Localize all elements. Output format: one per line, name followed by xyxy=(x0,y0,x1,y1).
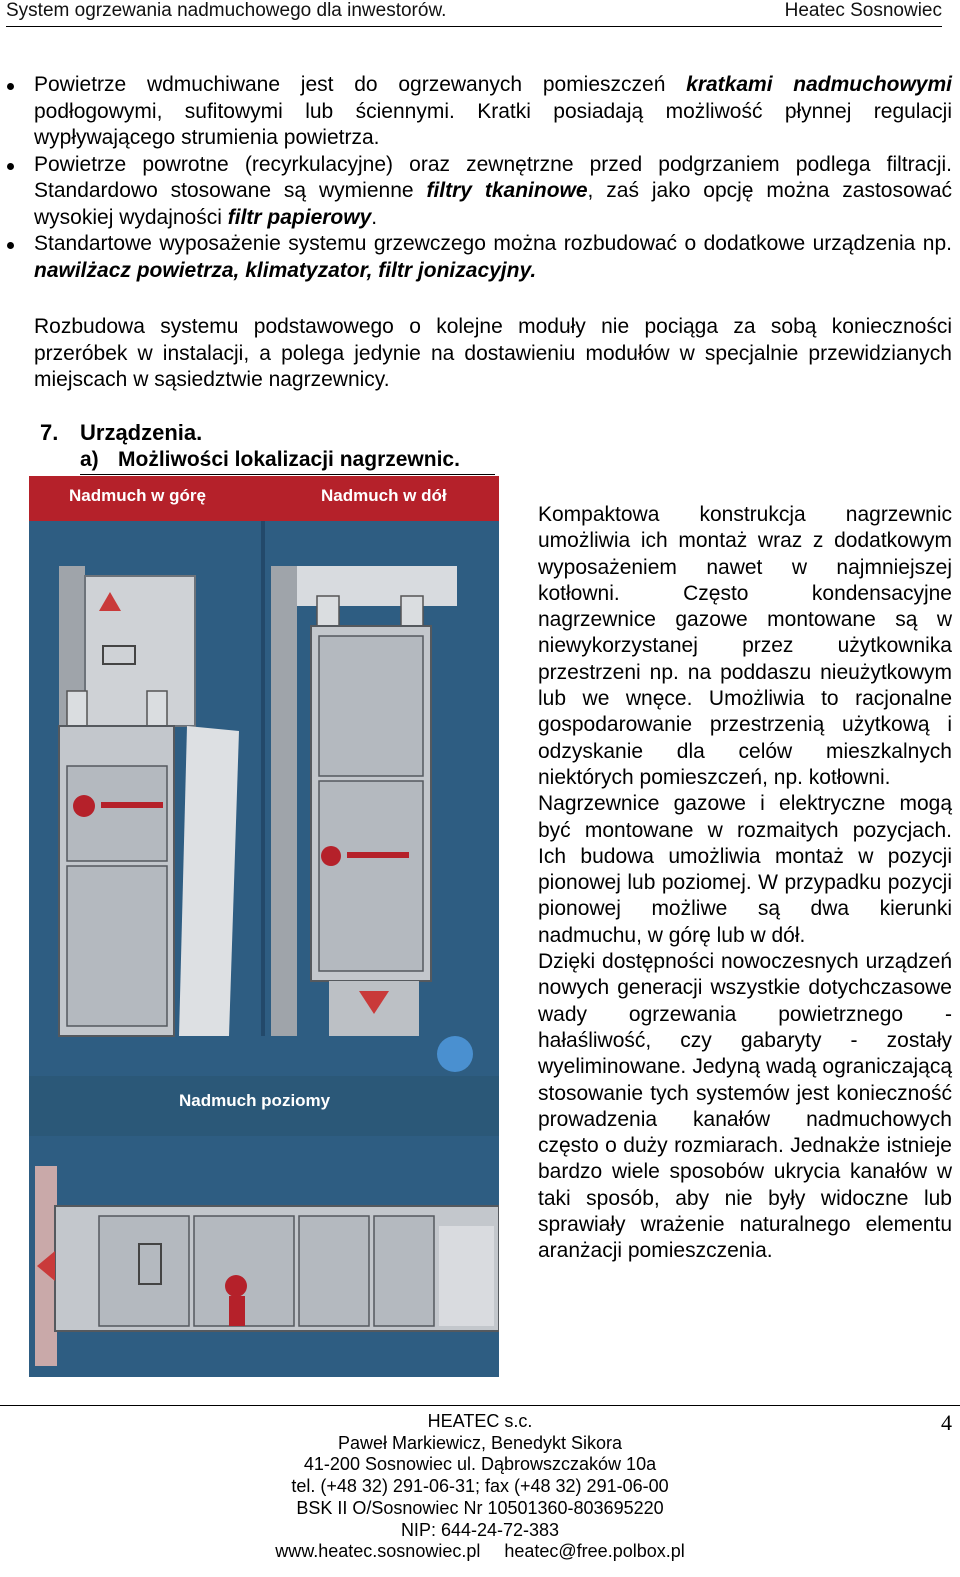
heater-configurations-figure xyxy=(29,476,499,1377)
page-header xyxy=(6,0,942,27)
section-title: Urządzenia. xyxy=(80,420,203,445)
cabinet-panel xyxy=(99,1216,189,1326)
plenum xyxy=(85,576,195,726)
footer-contact xyxy=(0,1541,960,1563)
wall-cutaway xyxy=(179,726,239,1036)
brand-logo-icon xyxy=(225,1275,247,1297)
bullet-dot-icon xyxy=(7,83,14,90)
body-paragraph: Rozbudowa systemu podstawowego o kolejne moduły nie pociąga za sobą konieczności przeróbek w instalacji, a polega jedynie na dostawieniu modułów w specjalnie przewidzianych miejscach w sąsiedztwie nagrzewnicy. xyxy=(34,315,952,391)
vent-pipe-left xyxy=(67,691,87,726)
subsection-number: a) xyxy=(80,448,99,471)
footer-email-link[interactable]: heatec@free.polbox.pl xyxy=(504,1541,685,1562)
bullet-item: Powietrze wdmuchiwane jest do ogrzewanych pomieszczeń kratkami nadmuchowymi podłogowymi, sufitowymi lub ściennymi. Kratki posiadają możliwość płynnej regulacji wypływającego strumienia powietrza. xyxy=(0,72,952,152)
footer-bank: BSK II O/Sosnowiec Nr 10501360-803695220 xyxy=(296,1497,664,1518)
footer-nip: NIP: 644-24-72-383 xyxy=(400,1519,560,1540)
vent-pipe-right xyxy=(401,596,423,626)
vent-pipe-right xyxy=(147,691,167,726)
footer-phone: tel. (+48 32) 291-06-31; fax (+48 32) 291-06-00 xyxy=(291,1476,669,1497)
end-plenum xyxy=(439,1226,494,1326)
cabinet-lower-panel xyxy=(67,866,167,1026)
header-title: System ogrzewania nadmuchowego dla inwestorów. xyxy=(6,0,447,21)
bullet-item: Standartowe wyposażenie systemu grzewczego można rozbudować o dodatkowe urządzenia np. nawilżacz powietrza, klimatyzator, filtr jonizacyjny. xyxy=(0,231,952,284)
bullet-dot-icon xyxy=(7,242,14,249)
bullet-list xyxy=(0,72,952,284)
bullet-dot-icon xyxy=(7,163,14,170)
footer-divider xyxy=(0,1405,960,1406)
cabinet-panel xyxy=(299,1216,369,1326)
label-up: Nadmuch w górę xyxy=(69,486,206,505)
section-number: 7. xyxy=(40,420,59,445)
side-paragraph: Kompaktowa konstrukcja nagrzewnic umożliwia ich montaż wraz z dodatkowym wyposażeniem nawet w najmniejszej kotłowni. Często kondensacyjne nagrzewnice gazowe montowane są w niewykorzystanej przez użytkownika przestrzeni np. na poddaszu nieużytkowym lub we wnęce. Umożliwia to racjonalne gospodarowanie przestrzenią użytkową i odzyskanie dla celów mieszkalnych niektórych pomieszczeń, np. kotłowni. xyxy=(538,503,952,789)
page-number: 4 xyxy=(941,1410,952,1435)
brand-stripe xyxy=(101,802,163,808)
subsection-title: Możliwości lokalizacji nagrzewnic. xyxy=(118,448,460,471)
label-down: Nadmuch w dół xyxy=(321,486,447,505)
side-paragraph: Dzięki dostępności nowoczesnych urządzeń nowych generacji wszystkie dotychczasowe wady ogrzewania powietrznego -hałaśliwość, czy gabaryty - zostały wyeliminowane. Jedyną wadą ograniczającą stosowanie tych systemów jest konieczność prowadzenia kanałów nadmuchowych często o duży rozmiarach. Jednakże istnieje bardzo wiele sposobów ukrycia kanałów w taki sposób, aby nie były widoczne lub sprawiały wrażenie naturalnego elementu aranżacji pomieszczenia. xyxy=(538,950,952,1263)
side-text xyxy=(538,502,952,1265)
footer-company: HEATEC s.c. xyxy=(427,1411,533,1431)
subsection-underline xyxy=(80,474,495,475)
cabinet-panel xyxy=(374,1216,434,1326)
header-company: Heatec Sosnowiec xyxy=(784,0,942,21)
footer-www-link[interactable]: www.heatec.sosnowiec.pl xyxy=(275,1541,481,1562)
section-heading xyxy=(40,420,202,446)
return-duct-right xyxy=(271,566,297,1036)
brand-stripe xyxy=(229,1296,245,1326)
footer-owners: Paweł Markiewicz, Benedykt Sikora xyxy=(337,1432,623,1453)
blue-sphere-icon xyxy=(437,1036,473,1072)
page-footer xyxy=(0,1411,960,1563)
bullet-item: Powietrze powrotne (recyrkulacyjne) oraz zewnętrzne przed podgrzaniem podlega filtracji. Standardowo stosowane są wymienne filtry tkaninowe, zaś jako opcję można zastosować wysokiej wydajności filtr papierowy. xyxy=(0,152,952,232)
cabinet-lower-panel xyxy=(319,781,423,971)
label-horizontal: Nadmuch poziomy xyxy=(179,1091,331,1110)
vent-pipe-left xyxy=(317,596,339,626)
brand-logo-icon xyxy=(321,846,341,866)
side-paragraph: Nagrzewnice gazowe i elektryczne mogą być montowane w rozmaitych pozycjach. Ich budowa umożliwia montaż w pozycji pionowej lub poziomej. W przypadku pozycji pionowej możliwe są dwa kierunki nadmuchu, w górę lub w dół. xyxy=(538,792,952,947)
brand-stripe xyxy=(347,852,409,858)
cabinet-upper-panel xyxy=(319,636,423,776)
footer-address: 41-200 Sosnowiec ul. Dąbrowszczaków 10a xyxy=(303,1454,657,1475)
brand-logo-icon xyxy=(73,795,95,817)
subsection-heading xyxy=(80,448,460,472)
